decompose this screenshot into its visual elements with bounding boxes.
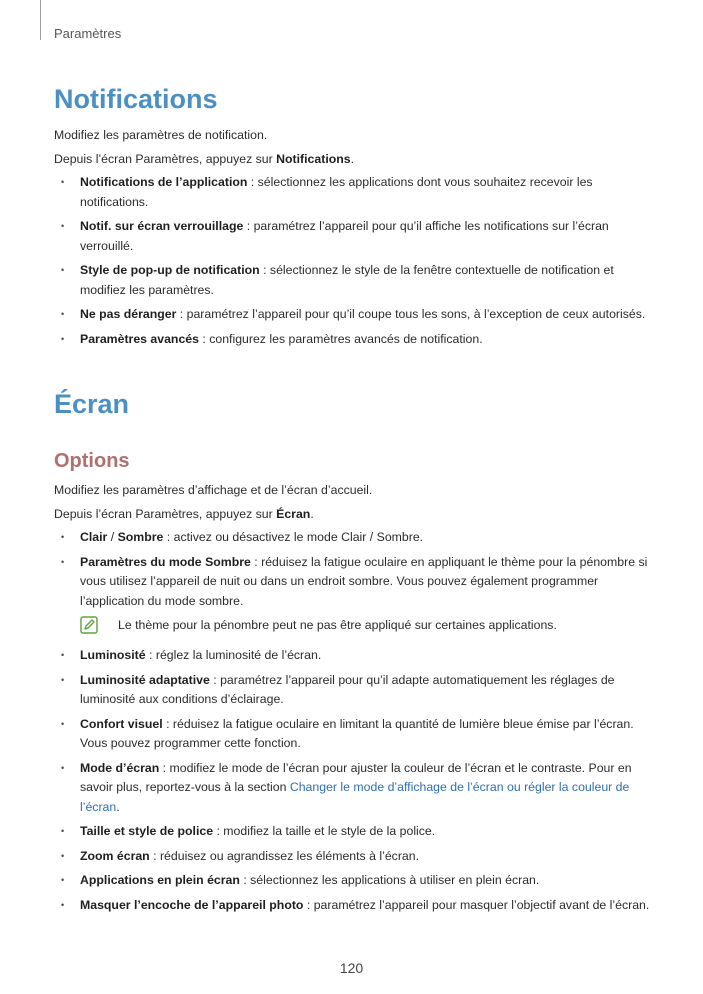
ecran-intro: Modifiez les paramètres d’affichage et de l’écran d’accueil.: [54, 483, 373, 497]
ecran-options-list-b: [54, 646, 654, 915]
section-header: Paramètres: [54, 26, 122, 41]
list-item: • Clair / Sombre : activez ou désactivez le mode Clair / Sombre.: [54, 528, 654, 548]
ecran-options-list-a: [54, 528, 654, 611]
note-pencil-icon: [80, 616, 98, 634]
notifications-title: Notifications: [54, 84, 218, 114]
list-item: • Confort visuel : réduisez la fatigue oculaire en limitant la quantité de lumière bleue émise par l’écran. Vous pouvez programmer cette fonction.: [54, 715, 654, 754]
page-number: 120: [339, 960, 364, 976]
list-item: • Style de pop-up de notification : sélectionnez le style de la fenêtre contextuelle de notification et modifiez les paramètres.: [54, 261, 654, 300]
list-item: • Paramètres avancés : configurez les paramètres avancés de notification.: [54, 330, 654, 350]
notifications-options-list: [54, 173, 654, 349]
note-text: Le thème pour la pénombre peut ne pas être appliqué sur certaines applications.: [118, 618, 557, 632]
list-item: • Notifications de l’application : sélectionnez les applications dont vous souhaitez recevoir les notifications.: [54, 173, 654, 212]
list-item: • Ne pas déranger : paramétrez l’appareil pour qu’il coupe tous les sons, à l’exception de ceux autorisés.: [54, 305, 654, 325]
page-content: [54, 82, 654, 920]
list-item: • Applications en plein écran : sélectionnez les applications à utiliser en plein écran.: [54, 871, 654, 891]
header-rule: [40, 0, 41, 40]
list-item: • Luminosité adaptative : paramétrez l’appareil pour qu’il adapte automatiquement les réglages de luminosité aux conditions d’éclairage.: [54, 671, 654, 710]
list-item: • Luminosité : réglez la luminosité de l’écran.: [54, 646, 654, 666]
list-item: • Taille et style de police : modifiez la taille et le style de la police.: [54, 822, 654, 842]
list-item: • Masquer l’encoche de l’appareil photo : paramétrez l’appareil pour masquer l’objectif avant de l’écran.: [54, 896, 654, 916]
list-item: • Paramètres du mode Sombre : réduisez la fatigue oculaire en appliquant le thème pour la pénombre si vous utilisez l’appareil de nuit ou dans un endroit sombre. Vous pouvez également programmer l’application du mode sombre.: [54, 553, 654, 612]
notifications-intro: Modifiez les paramètres de notification.: [54, 128, 268, 142]
ecran-path: Depuis l’écran Paramètres, appuyez sur Écran.: [54, 507, 314, 521]
options-subtitle: Options: [54, 450, 130, 472]
list-item: • Mode d’écran : modifiez le mode de l’écran pour ajuster la couleur de l’écran et le contraste. Pour en savoir plus, reportez-vous à la section Changer le mode d’affichage de l’écran ou régler la couleur de l’écran.: [54, 759, 654, 818]
screen-mode-link[interactable]: Changer le mode d’affichage de l’écran ou régler la couleur de l’écran: [80, 780, 630, 814]
list-item: • Zoom écran : réduisez ou agrandissez les éléments à l’écran.: [54, 847, 654, 867]
notifications-path: Depuis l’écran Paramètres, appuyez sur Notifications.: [54, 152, 355, 166]
ecran-title: Écran: [54, 389, 130, 419]
list-item: • Notif. sur écran verrouillage : paramétrez l’appareil pour qu’il affiche les notifications sur l’écran verrouillé.: [54, 217, 654, 256]
note: [54, 616, 654, 635]
